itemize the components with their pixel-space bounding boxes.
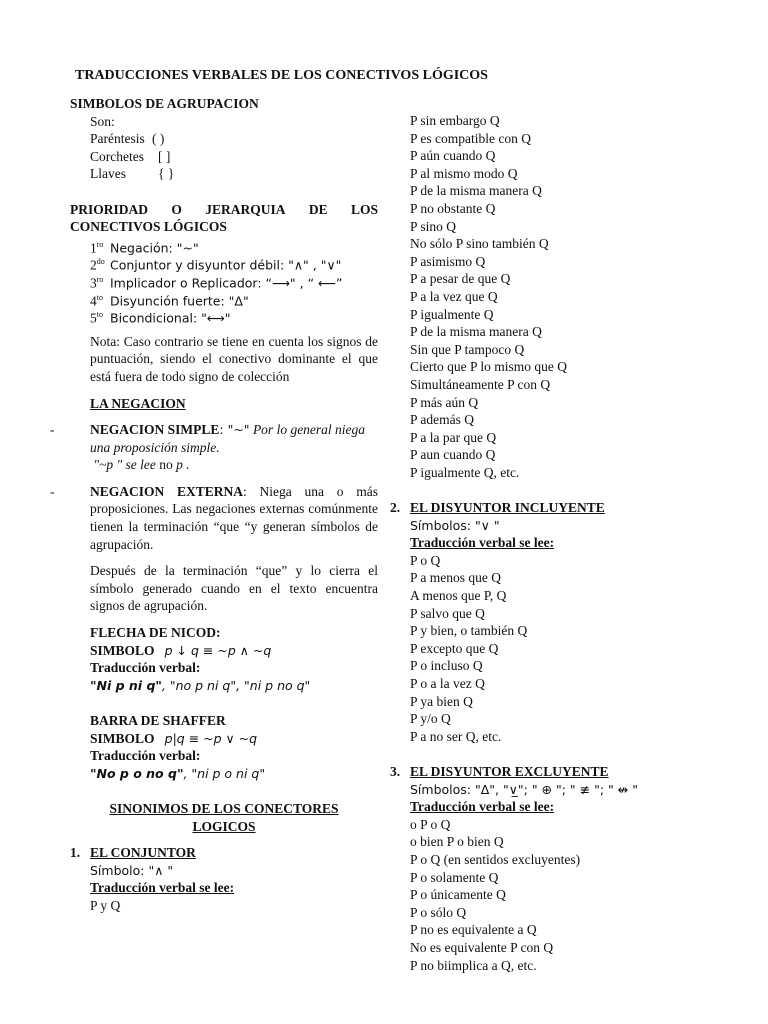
parentesis-row [70,130,378,148]
list-item: P no biimplica a Q, etc. [410,957,537,973]
incluyente-heading: EL DISYUNTOR INCLUYENTE [410,500,605,516]
list-item: P de la misma manera Q [410,183,542,199]
left-column [50,95,378,915]
sinonimos-heading: SINONIMOS DE LOS CONECTORES LOGICOS [109,800,339,834]
list-item: No sólo P sino también Q [410,236,549,252]
nicod-block [70,624,378,694]
list-item: P a la vez que Q [410,288,498,304]
list-item: P y bien, o también Q [410,623,528,639]
nicod-heading: FLECHA DE NICOD: [90,625,221,641]
shaffer-trad-label: Traducción verbal: [90,748,201,764]
despues-paragraph: Después de la terminación “que” y lo cierra el símbolo generado cuando en el texto encuentra signos de agrupación. [90,563,378,614]
list-item: P aún cuando Q [410,148,496,164]
agrupacion-heading: SIMBOLOS DE AGRUPACION [70,96,259,111]
incluyente-heading-row: 2. EL DISYUNTOR INCLUYENTE [390,500,605,516]
list-item: Simultáneamente P con Q [410,376,551,392]
list-item: P igualmente Q, etc. [410,464,520,480]
list-item: P además Q [410,412,474,428]
list-item: P a no ser Q, etc. [410,728,502,744]
list-item: P y/o Q [410,711,451,727]
parentesis-label: Paréntesis [90,131,145,147]
negacion-externa-label: NEGACION EXTERNA [90,483,244,499]
list-item: P asimismo Q [410,253,486,269]
negacion-simple-reading: "~p " se lee no p . [93,457,190,473]
list-item: P o únicamente Q [410,887,506,903]
page-title: TRADUCCIONES VERBALES DE LOS CONECTIVOS LÓGICOS [75,68,488,83]
excluyente-simbolos: Símbolos: "Δ", "∨̲"; " ⊕ "; " ≢ "; " ↮ " [410,781,638,797]
llaves-row [70,165,378,183]
list-item: A menos que P, Q [410,588,507,604]
list-item: P o solamente Q [410,869,499,885]
bullet-dash: - [50,483,55,499]
excluyente-heading: EL DISYUNTOR EXCLUYENTE [410,763,609,779]
list-item: P sin embargo Q [410,113,500,128]
list-item: P de la misma manera Q [410,324,542,340]
conjuntor-list [390,112,730,481]
list-item: P a la par que Q [410,429,497,445]
prioridad-heading-line1 [70,201,378,219]
negacion-externa-block [50,483,378,553]
list-item: Cierto que P lo mismo que Q [410,359,567,375]
shaffer-formula: p|q ≡ ~p ∨ ~q [164,730,258,746]
excluyente-trad-label: Traducción verbal se lee: [410,799,555,815]
list-item: P o Q [410,552,441,568]
son-label: Son: [90,113,115,129]
negacion-simple-desc: Por lo general niega una proposición simple. [90,422,366,455]
excluyente-heading-row: 3. EL DISYUNTOR EXCLUYENTE [390,763,609,779]
list-item: P no obstante Q [410,200,496,216]
prioridad-word: DE [308,201,328,217]
prioridad-heading-line2: CONECTIVOS LÓGICOS [70,219,227,235]
list-item: Sin que P tampoco Q [410,341,525,357]
priority-item: $1^{ro}$ Negación: "~" [90,239,199,256]
nicod-reading: "Ni p ni q", "no p ni q", "ni p no q" [90,677,311,693]
parentesis-symbol: ( ) [152,131,165,147]
list-item: P es compatible con Q [410,130,531,146]
prioridad-word: PRIORIDAD [70,201,149,217]
conjuntor-trad-label: Traducción verbal se lee: [90,880,235,896]
list-item: P ya bien Q [410,693,473,709]
prioridad-word: LOS [350,201,378,217]
conjuntor-simbolo: Símbolo: "∧ " [90,862,174,878]
list-item: P no es equivalente a Q [410,922,537,938]
list-item: P sino Q [410,218,457,234]
corchetes-label: Corchetes [90,148,144,164]
shaffer-heading: BARRA DE SHAFFER [90,713,226,728]
priority-item: $3^{ro}$ Implicador o Replicador: “⟶" , “ ⟵” [90,274,343,291]
shaffer-block [70,712,378,782]
shaffer-symbol-row: SIMBOLO p|q ≡ ~p ∨ ~q [90,730,258,746]
nicod-symbol-row: SIMBOLO p ↓ q ≡ ~p ∧ ~q [90,642,272,658]
list-item: P o sólo Q [410,904,467,920]
excluyente-list [390,816,730,974]
nota-paragraph: Nota: Caso contrario se tiene en cuenta los signos de puntuación, siendo el conectivo dominante el que está fuera de todo signo de colección [90,333,378,384]
nicod-trad-label: Traducción verbal: [90,660,201,676]
list-item: P o incluso Q [410,658,483,674]
shaffer-reading: "No p o no q", "ni p o ni q" [90,765,266,781]
conjuntor-heading: EL CONJUNTOR [90,845,196,861]
right-column [390,112,730,974]
list-item: P más aún Q [410,394,479,410]
list-item: P salvo que Q [410,605,485,621]
list-item: P excepto que Q [410,640,499,656]
list-item: P a pesar de que Q [410,271,511,287]
list-item: P a menos que Q [410,570,501,586]
incluyente-trad-label: Traducción verbal se lee: [410,535,555,551]
list-item: P o Q (en sentidos excluyentes) [410,851,581,867]
list-item: o P o Q [410,816,451,832]
list-item: P o a la vez Q [410,676,485,691]
list-item: P igualmente Q [410,306,494,322]
nicod-formula: p ↓ q ≡ ~p ∧ ~q [164,642,272,658]
corchetes-symbol: [ ] [158,148,171,164]
llaves-label: Llaves [90,166,126,182]
bullet-dash: - [50,422,55,438]
list-item: P al mismo modo Q [410,165,518,181]
negacion-externa-text: : Niega una o más proposiciones. Las negaciones externas comúnmente tienen la terminación “que “y generan símbolos de agrupación. [90,483,378,552]
prioridad-word: JERARQUIA [205,201,286,217]
negacion-simple-block [50,421,378,474]
llaves-symbol: { } [158,166,175,182]
prioridad-word: O [171,201,182,217]
priority-list [70,236,378,324]
negacion-simple-label: NEGACION SIMPLE [90,422,220,438]
negacion-simple-symbol: : "~" [219,422,250,438]
list-item: o bien P o bien Q [410,834,504,850]
priority-item: $5^{to}$ Bicondicional: "⟷" [90,310,231,326]
incluyente-simbolos: Símbolos: "∨ " [410,517,500,533]
negacion-heading: LA NEGACION [90,395,186,411]
list-item: P aun cuando Q [410,447,496,463]
priority-item: $2^{do}$ Conjuntor y disyuntor débil: "∧" , "∨" [90,257,342,273]
priority-item: $4^{to}$ Disyunción fuerte: "Δ" [90,292,249,309]
list-item: No es equivalente P con Q [410,939,554,955]
conjuntor-heading-row: 1. EL CONJUNTOR [70,845,196,861]
corchetes-row [70,148,378,166]
conjuntor-first-item: P y Q [90,897,121,913]
incluyente-list [390,552,730,746]
